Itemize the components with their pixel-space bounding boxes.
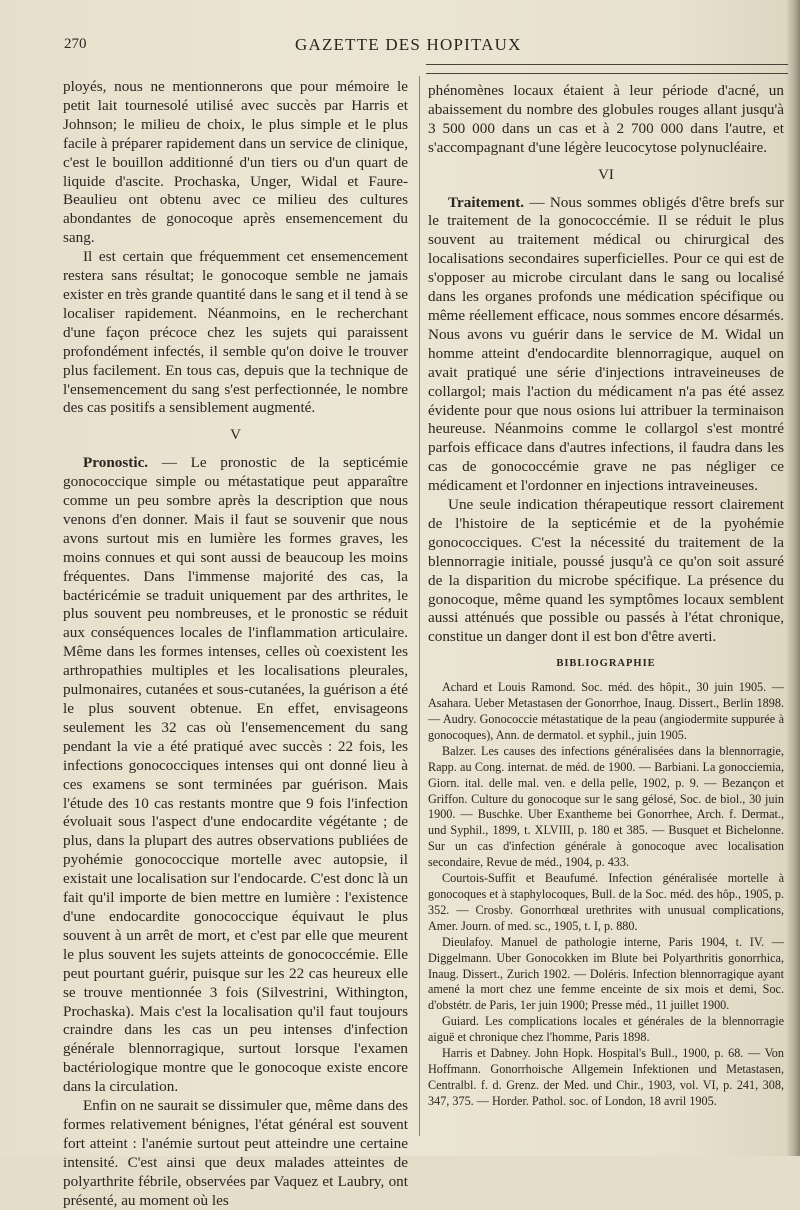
bibliography-entry: Harris et Dabney. John Hopk. Hospital's Bull., 1900, p. 68. — Von Hoffmann. Gonorrhoische Allgemein Infektionen und Metastasen, Centralbl. f. d. Grenz. der Med. und Chir., 1903, vol. VI, p. 241, 308, 347, 375. — Horder. Pathol. soc. of London, 18 avril 1905. [428,1046,784,1108]
paragraph-text: — Le pronostic de la septicémie gonococcique simple ou métastatique peut apparaître comme un peu sombre après la description que nous venons d'en donner. Mais il faut se souvenir que nous avons surtout mis en lumière les formes graves, les moins connues et qui sont aussi de beaucoup les moins fréquentes. Dans l'immense majorité des cas, la bactéricémie se traduit uniquement par des arthrites, le plus souvent peu nombreuses, et le pronostic se réduit aux conséquences locales de l'inflammation articulaire. Même dans les formes intenses, celles où coexistent les arthropathies multiples et les localisations pleurales, pulmonaires, cutanées et sous-cutanées, la guérison a été le plus souvent obtenue. En effet, envisageons seulement les 32 cas où l'ensemencement du sang pendant la vie a été pratiqué avec succès : 22 fois, les infections gonococciques intenses qui ont donné lieu à ces examens se sont terminées par guérison. Mais l'étude des 10 cas restants montre que 9 fois l'infection évoluait sous l'aspect d'une endocardite végétante ; de plus, dans la plupart des autres observations publiées de pyohémie gonococcique mortelle avec autopsie, il existait une localisation sur l'endocarde. C'est donc là un fait qu'il importe de bien mettre en lumière : l'existence d'une endocardite gonococcique équivaut le plus souvent à un arrêt de mort, et c'est par elle que meurent le plus souvent les sujets atteints de gonococcémie. Elle peut pourtant guérir, puisque sur les 22 cas heureux elle se trouve mentionnée 3 fois (Silvestrini, Withington, Prochaska). Mais c'est la localisation qu'il faut toujours craindre dans les cas un peu intenses d'infection générale blennorragique, surtout lorsque l'examen bactériologique montre que le gonocoque existe encore dans la circulation. [63,454,408,1096]
bibliography-entry: Dieulafoy. Manuel de pathologie interne, Paris 1904, t. IV. — Diggelmann. Uber Gonocokken im Blute bei Polyarthritis gonorrhica, Inaug. Dissert., Zurich 1902. — Doléris. Infection blennorragique ayant amené la mort chez une femme enceinte de six mois et demi, Soc. d'obstétr. de Paris, 1er juin 1900; Presse méd., 11 juillet 1900. [428,934,784,1013]
header-rule [426,64,788,74]
section-lead: Pronostic. [83,454,149,472]
paragraph: phénomènes locaux étaient à leur période d'acné, un abaissement du nombre des globules rouges allant jusqu'à 3 500 000 dans un cas et à 2 700 000 dans l'autre, et s'accompagnant d'une légère leucocytose polynucléaire. [428,82,784,156]
bibliography-title: BIBLIOGRAPHIE [556,658,656,670]
bibliography-entry: Guiard. Les complications locales et générales de la blennorragie aiguë et chronique chez l'homme, Paris 1898. [428,1014,784,1045]
running-title: GAZETTE DES HOPITAUX [295,35,522,54]
paragraph: Une seule indication thérapeutique ressort clairement de l'histoire de la septicémie et de la pyohémie gonococciques. C'est la nécessité du traitement de la blennorragie initiale, poussé jusqu'à ce qu'on soit assuré de la disparition du microbe spécifique. La présence du gonocoque, même quand les symptômes locaux semblent aussi atténués que possible ou passés à l'état chronique, constitue un danger dont il est bon d'être averti. [428,496,784,646]
bibliography-entry: Achard et Louis Ramond. Soc. méd. des hôpit., 30 juin 1905. — Asahara. Ueber Metastasen der Gonorrhoe, Inaug. Dissert., Berlin 1898. — Audry. Gonococcie métastatique de la peau (angiodermite suppurée à gonocoques), Ann. de dermatol. et syphil., juin 1905. [428,680,784,742]
column-divider [419,76,420,1136]
paragraph: ployés, nous ne mentionnerons que pour mémoire le petit lait tournesolé utilisé avec succès par Harris et Johnson; le milieu de choix, le plus simple et le plus facile à préparer rapidement dans un service de clinique, c'est le bouillon additionné d'un tiers ou d'un quart de liquide d'ascite. Prochaska, Unger, Widal et Faure-Beaulieu ont obtenu avec ce milieu des cultures abondantes de gonocoque après ensemencement du sang. [63,78,408,247]
bibliography-entry: Courtois-Suffit et Beaufumé. Infection généralisée mortelle à gonocoques et à staphylocoques, Bull. de la Soc. méd. des hôp., 1905, p. 352. — Crosby. Gonorrhœal urethrites with unusual complications, Amer. Journ. of med. sc., 1905, t. I, p. 880. [428,871,784,933]
page-spine-shadow [786,0,800,1156]
paragraph: Enfin on ne saurait se dissimuler que, même dans des formes relativement bénignes, l'état général est souvent fort atteint : l'anémie surtout peut atteindre une certaine intensité. C'est ainsi que deux malades atteintes de polyarthrite fébrile, observées par Vaquez et Laubry, ont présenté, au moment où les [63,1097,408,1209]
right-column [428,82,784,1110]
paragraph-text: — Nous sommes obligés d'être brefs sur le traitement de la gonococcémie. Il se réduit le plus souvent au traitement médical ou chirurgical des localisations secondaires superficielles. Pour ce qui est de s'opposer au microbe circulant dans le sang ou localisé dans les organes profonds une médication spécifique ou même réellement efficace, nous sommes encore désarmés. Nous avons vu guérir dans le service de M. Widal un homme atteint d'endocardite blennorragique, auquel on avait pratiqué une série d'injections intraveineuses de collargol; mais l'action du médicament n'a pas été assez évidente pour que nous osions lui attribuer la terminaison heureuse. Néanmoins comme le collargol s'est montré parfois efficace dans d'autres infections, il faudra dans les cas de gonococcémie grave ne pas négliger ce médicament et l'ordonner en injections intraveineuses. [428,193,784,495]
paragraph-traitement [428,194,784,497]
bibliography [428,680,784,1109]
section-lead: Traitement. [448,193,525,211]
section-number: V [230,427,241,444]
paragraph-pronostic [63,454,408,1097]
section-number: VI [598,166,614,183]
paragraph: Il est certain que fréquemment cet ensemencement restera sans résultat; le gonocoque semble ne jamais exister en très grande quantité dans le sang et il tend à se localiser rapidement. Néanmoins, en le recherchant d'une façon précoce chez les sujets qui paraissent profondément infectés, il semble qu'on doive le trouver plus facilement. En tous cas, depuis que la technique de l'ensemencement du sang s'est perfectionnée, le nombre des cas positifs a sensiblement augmenté. [63,248,408,417]
bibliography-entry: Balzer. Les causes des infections généralisées dans la blennorragie, Rapp. au Cong. internat. de méd. de 1900. — Barbiani. La gonocciemia, Giorn. ital. delle mal. ven. e della pelle, 1902, p. 9. — Bezançon et Griffon. Culture du gonocoque sur le sang gélosé, Soc. de biol., 30 juin 1900. — Buschke. Uber Exantheme bei Gonorrhee, Arch. f. Dermat., und Syphil., 1899, t. XLVIII, p. 180 et 385. — Busquet et Bichelonne. Sur un cas d'infection générale à gonocoque avec localisation secondaire, Revue de méd., 1904, p. 433. [428,743,784,870]
page-number: 270 [64,36,87,52]
left-column [63,78,408,1210]
